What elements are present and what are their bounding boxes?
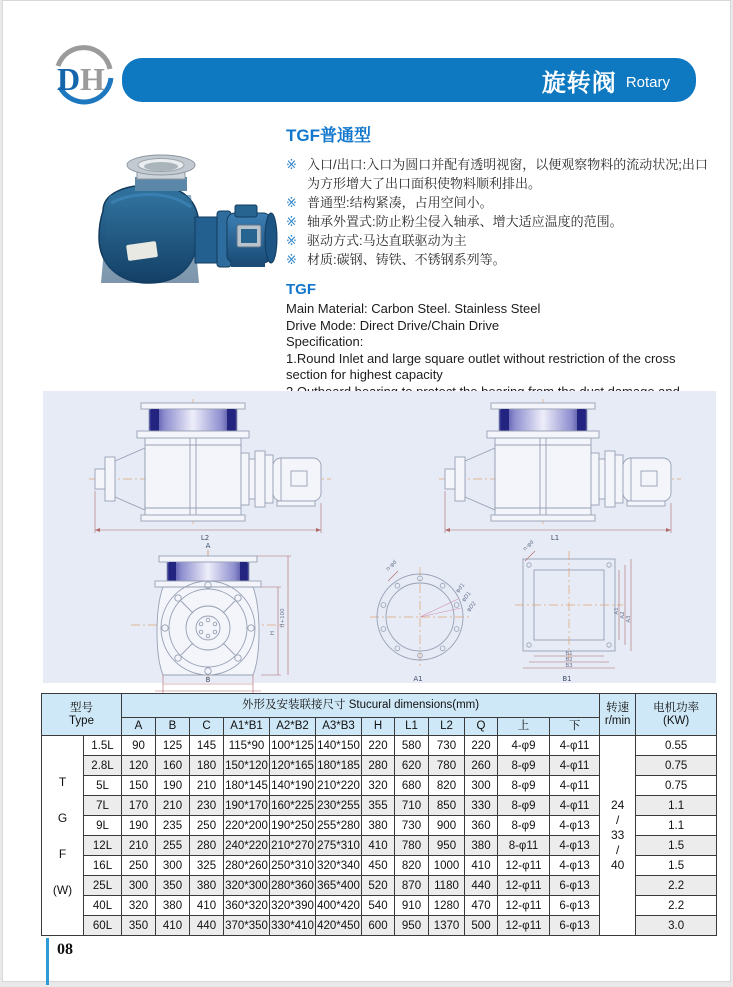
value-cell: 1000 [429,856,465,876]
banner-subtitle: Rotary [625,73,670,91]
spec-line: Main Material: Carbon Steel. Stainless Steel [286,301,541,316]
type-cell: 16L [84,856,122,876]
series-label-cell: T G F (W) [42,736,84,936]
value-cell: 600 [362,916,395,936]
value-cell: 8-φ9 [498,816,550,836]
value-cell: 440 [190,916,224,936]
value-cell: 355 [362,796,395,816]
value-cell: 8-φ9 [498,776,550,796]
value-cell: 540 [362,896,395,916]
value-cell: 210*220 [316,776,362,796]
value-cell: 4-φ11 [550,796,600,816]
value-cell: 150*120 [224,756,270,776]
value-cell: 12-φ11 [498,876,550,896]
power-cell: 3.0 [636,916,717,936]
value-cell: 210*270 [270,836,316,856]
value-cell: 710 [395,796,429,816]
value-cell: 4-φ11 [550,736,600,756]
value-cell: 4-φ11 [550,776,600,796]
value-cell: 145 [190,736,224,756]
round-flange-dim-1: φd1 [454,582,467,595]
page-number: 08 [57,941,73,958]
value-cell: 380 [465,836,498,856]
brand-logo [49,45,119,109]
value-cell: 730 [395,816,429,836]
type-cell: 5L [84,776,122,796]
column-header: 下 [550,718,600,736]
technical-drawings [43,391,716,683]
header-dimensions: 外形及安装联接尺寸 Stucural dimensions(mm) [122,694,600,718]
feature-item [286,212,718,231]
value-cell: 300 [122,876,156,896]
value-cell: 180*145 [224,776,270,796]
value-cell: 680 [395,776,429,796]
power-cell: 1.5 [636,856,717,876]
logo-letter-d: D [57,61,81,97]
column-header: A [122,718,156,736]
spec-line: Specification: [286,334,364,349]
value-cell: 410 [465,856,498,876]
bullet-marker: ※ [286,214,297,229]
type-cell: 7L [84,796,122,816]
value-cell: 400*420 [316,896,362,916]
header-type-en: Type [69,714,94,727]
value-cell: 350 [122,916,156,936]
power-cell: 1.5 [636,836,717,856]
value-cell: 260 [465,756,498,776]
square-flange-hole-label: n-φd [522,539,536,553]
value-cell: 380 [190,876,224,896]
power-cell: 0.75 [636,776,717,796]
column-header: Q [465,718,498,736]
value-cell: 320 [362,776,395,796]
value-cell: 440 [465,876,498,896]
power-cell: 1.1 [636,816,717,836]
square-flange-bottom-dim-3: B3 [565,663,573,669]
type-cell: 60L [84,916,122,936]
rotary-valve-photo-icon [65,151,280,306]
header-speed-unit: r/min [604,714,631,727]
value-cell: 210 [190,776,224,796]
value-cell: 380 [362,816,395,836]
value-cell: 1370 [429,916,465,936]
value-cell: 160 [156,756,190,776]
header-speed [600,694,636,736]
square-flange-right-dim-2: A2 [620,611,626,619]
bullet-marker: ※ [286,233,297,248]
value-cell: 410 [156,916,190,936]
value-cell: 330 [465,796,498,816]
value-cell: 520 [362,876,395,896]
type-cell: 40L [84,896,122,916]
section-title-en: TGF [286,281,316,298]
value-cell: 300 [156,856,190,876]
column-header: L2 [429,718,465,736]
footer-rule [46,938,49,985]
round-flange-hole-label: n-φd [385,559,399,573]
type-cell: 25L [84,876,122,896]
product-photo [65,151,280,306]
column-header: A1*B1 [224,718,270,736]
round-flange-dim-3: φD2 [465,600,478,614]
value-cell: 250 [122,856,156,876]
column-header: A2*B2 [270,718,316,736]
value-cell: 910 [395,896,429,916]
value-cell: 230 [190,796,224,816]
dim-label-l1: L1 [550,534,560,542]
value-cell: 1280 [429,896,465,916]
table-row [42,736,717,756]
value-cell: 12-φ11 [498,856,550,876]
value-cell: 255 [156,836,190,856]
spec-line: Drive Mode: Direct Drive/Chain Drive [286,317,500,333]
value-cell: 280*260 [224,856,270,876]
value-cell: 240*220 [224,836,270,856]
value-cell: 190 [156,776,190,796]
column-header: H [362,718,395,736]
value-cell: 580 [395,736,429,756]
dim-label-a: A [205,542,211,550]
value-cell: 250*310 [270,856,316,876]
value-cell: 4-φ11 [550,756,600,776]
value-cell: 6-φ13 [550,876,600,896]
value-cell: 190*250 [270,816,316,836]
dimension-table [41,693,717,936]
catalog-page [2,0,731,982]
value-cell: 125 [156,736,190,756]
feature-item [286,231,718,250]
value-cell: 620 [395,756,429,776]
value-cell: 820 [429,776,465,796]
value-cell: 950 [395,916,429,936]
power-cell: 1.1 [636,796,717,816]
square-flange-drawing [515,539,632,683]
column-header: L1 [395,718,429,736]
value-cell: 410 [362,836,395,856]
value-cell: 90 [122,736,156,756]
value-cell: 420*450 [316,916,362,936]
dim-label-h100: H+100 [280,608,286,628]
header-type [42,694,122,736]
value-cell: 8-φ9 [498,796,550,816]
feature-text: 轴承外置式:防止粉尘侵入轴承、增大适应温度的范围。 [307,214,623,229]
value-cell: 100*125 [270,736,316,756]
column-header: 上 [498,718,550,736]
value-cell: 255*280 [316,816,362,836]
front-view-drawing [131,542,291,700]
value-cell: 190*170 [224,796,270,816]
value-cell: 470 [465,896,498,916]
power-cell: 0.55 [636,736,717,756]
feature-item [286,155,718,193]
dim-label-h: H [270,630,276,636]
value-cell: 320*300 [224,876,270,896]
value-cell: 780 [395,836,429,856]
round-flange-caption: A1 [413,675,423,683]
dh-logo-icon [49,45,119,109]
value-cell: 180*185 [316,756,362,776]
value-cell: 230*255 [316,796,362,816]
value-cell: 280 [190,836,224,856]
header-speed-cn: 转速 [606,701,630,714]
header-banner [122,58,696,102]
speed-cell: 24 / 33 / 40 [600,736,636,936]
bullet-marker: ※ [286,157,297,172]
value-cell: 235 [156,816,190,836]
value-cell: 4-φ13 [550,816,600,836]
value-cell: 360 [465,816,498,836]
value-cell: 12-φ11 [498,896,550,916]
feature-text: 材质:碳钢、铸铁、不锈钢系列等。 [307,252,506,267]
value-cell: 8-φ11 [498,836,550,856]
feature-text: 驱动方式:马达直联驱动为主 [307,233,467,248]
value-cell: 250 [190,816,224,836]
power-cell: 2.2 [636,876,717,896]
value-cell: 140*150 [316,736,362,756]
value-cell: 780 [429,756,465,776]
header-power-cn: 电机功率 [653,701,700,714]
value-cell: 330*410 [270,916,316,936]
value-cell: 6-φ13 [550,896,600,916]
feature-item [286,250,718,269]
value-cell: 950 [429,836,465,856]
dim-label-b: B [205,676,211,684]
header-power [636,694,717,736]
value-cell: 320*390 [270,896,316,916]
type-cell: 1.5L [84,736,122,756]
feature-list [286,155,718,269]
type-cell: 2.8L [84,756,122,776]
value-cell: 120*165 [270,756,316,776]
power-cell: 0.75 [636,756,717,776]
type-cell: 9L [84,816,122,836]
value-cell: 380 [156,896,190,916]
value-cell: 280*360 [270,876,316,896]
bullet-marker: ※ [286,195,297,210]
value-cell: 450 [362,856,395,876]
value-cell: 320*340 [316,856,362,876]
round-flange-drawing [370,559,478,683]
value-cell: 900 [429,816,465,836]
value-cell: 210 [122,836,156,856]
round-flange-dim-2: φD1 [460,590,473,604]
value-cell: 360*320 [224,896,270,916]
value-cell: 120 [122,756,156,776]
value-cell: 730 [429,736,465,756]
value-cell: 820 [395,856,429,876]
square-flange-bottom-dim-2: B2 [565,657,573,663]
value-cell: 180 [190,756,224,776]
value-cell: 4-φ13 [550,836,600,856]
value-cell: 210 [156,796,190,816]
value-cell: 170 [122,796,156,816]
type-cell: 12L [84,836,122,856]
value-cell: 365*400 [316,876,362,896]
square-flange-right-dim-1: A1 [614,607,620,615]
value-cell: 280 [362,756,395,776]
value-cell: 140*190 [270,776,316,796]
value-cell: 320 [122,896,156,916]
bullet-marker: ※ [286,252,297,267]
feature-text: 普通型:结构紧凑，占用空间小。 [307,195,493,210]
dim-label-l2: L2 [200,534,210,542]
spec-line: 1.Round Inlet and large square outlet without restriction of the cross section for highest capacity [286,350,676,382]
value-cell: 275*310 [316,836,362,856]
value-cell: 220 [465,736,498,756]
square-flange-caption: B1 [562,675,572,683]
column-header: A3*B3 [316,718,362,736]
feature-item [286,193,718,212]
value-cell: 870 [395,876,429,896]
value-cell: 8-φ9 [498,756,550,776]
value-cell: 410 [190,896,224,916]
section-title-cn: TGF普通型 [286,126,371,145]
value-cell: 220 [362,736,395,756]
value-cell: 115*90 [224,736,270,756]
value-cell: 1180 [429,876,465,896]
column-header: C [190,718,224,736]
header-power-unit: (KW) [663,714,690,727]
value-cell: 12-φ11 [498,916,550,936]
banner-title: 旋转阀 [541,69,617,97]
square-flange-right-dim-3: A3 [626,615,632,623]
value-cell: 4-φ13 [550,856,600,876]
value-cell: 325 [190,856,224,876]
value-cell: 160*225 [270,796,316,816]
power-cell: 2.2 [636,896,717,916]
value-cell: 220*200 [224,816,270,836]
square-flange-bottom-dim-1: B1 [565,651,573,657]
header-type-cn: 型号 [70,701,93,714]
logo-letter-h: H [80,61,105,97]
value-cell: 150 [122,776,156,796]
value-cell: 370*350 [224,916,270,936]
column-header: B [156,718,190,736]
intro-section [286,121,718,417]
value-cell: 4-φ9 [498,736,550,756]
value-cell: 350 [156,876,190,896]
value-cell: 190 [122,816,156,836]
feature-text: 入口/出口:入口为圆口并配有透明视窗，以便观察物料的流动状况;出口为方形增大了出口面积使物料顺利排出。 [307,157,708,191]
value-cell: 300 [465,776,498,796]
value-cell: 6-φ13 [550,916,600,936]
value-cell: 850 [429,796,465,816]
value-cell: 500 [465,916,498,936]
